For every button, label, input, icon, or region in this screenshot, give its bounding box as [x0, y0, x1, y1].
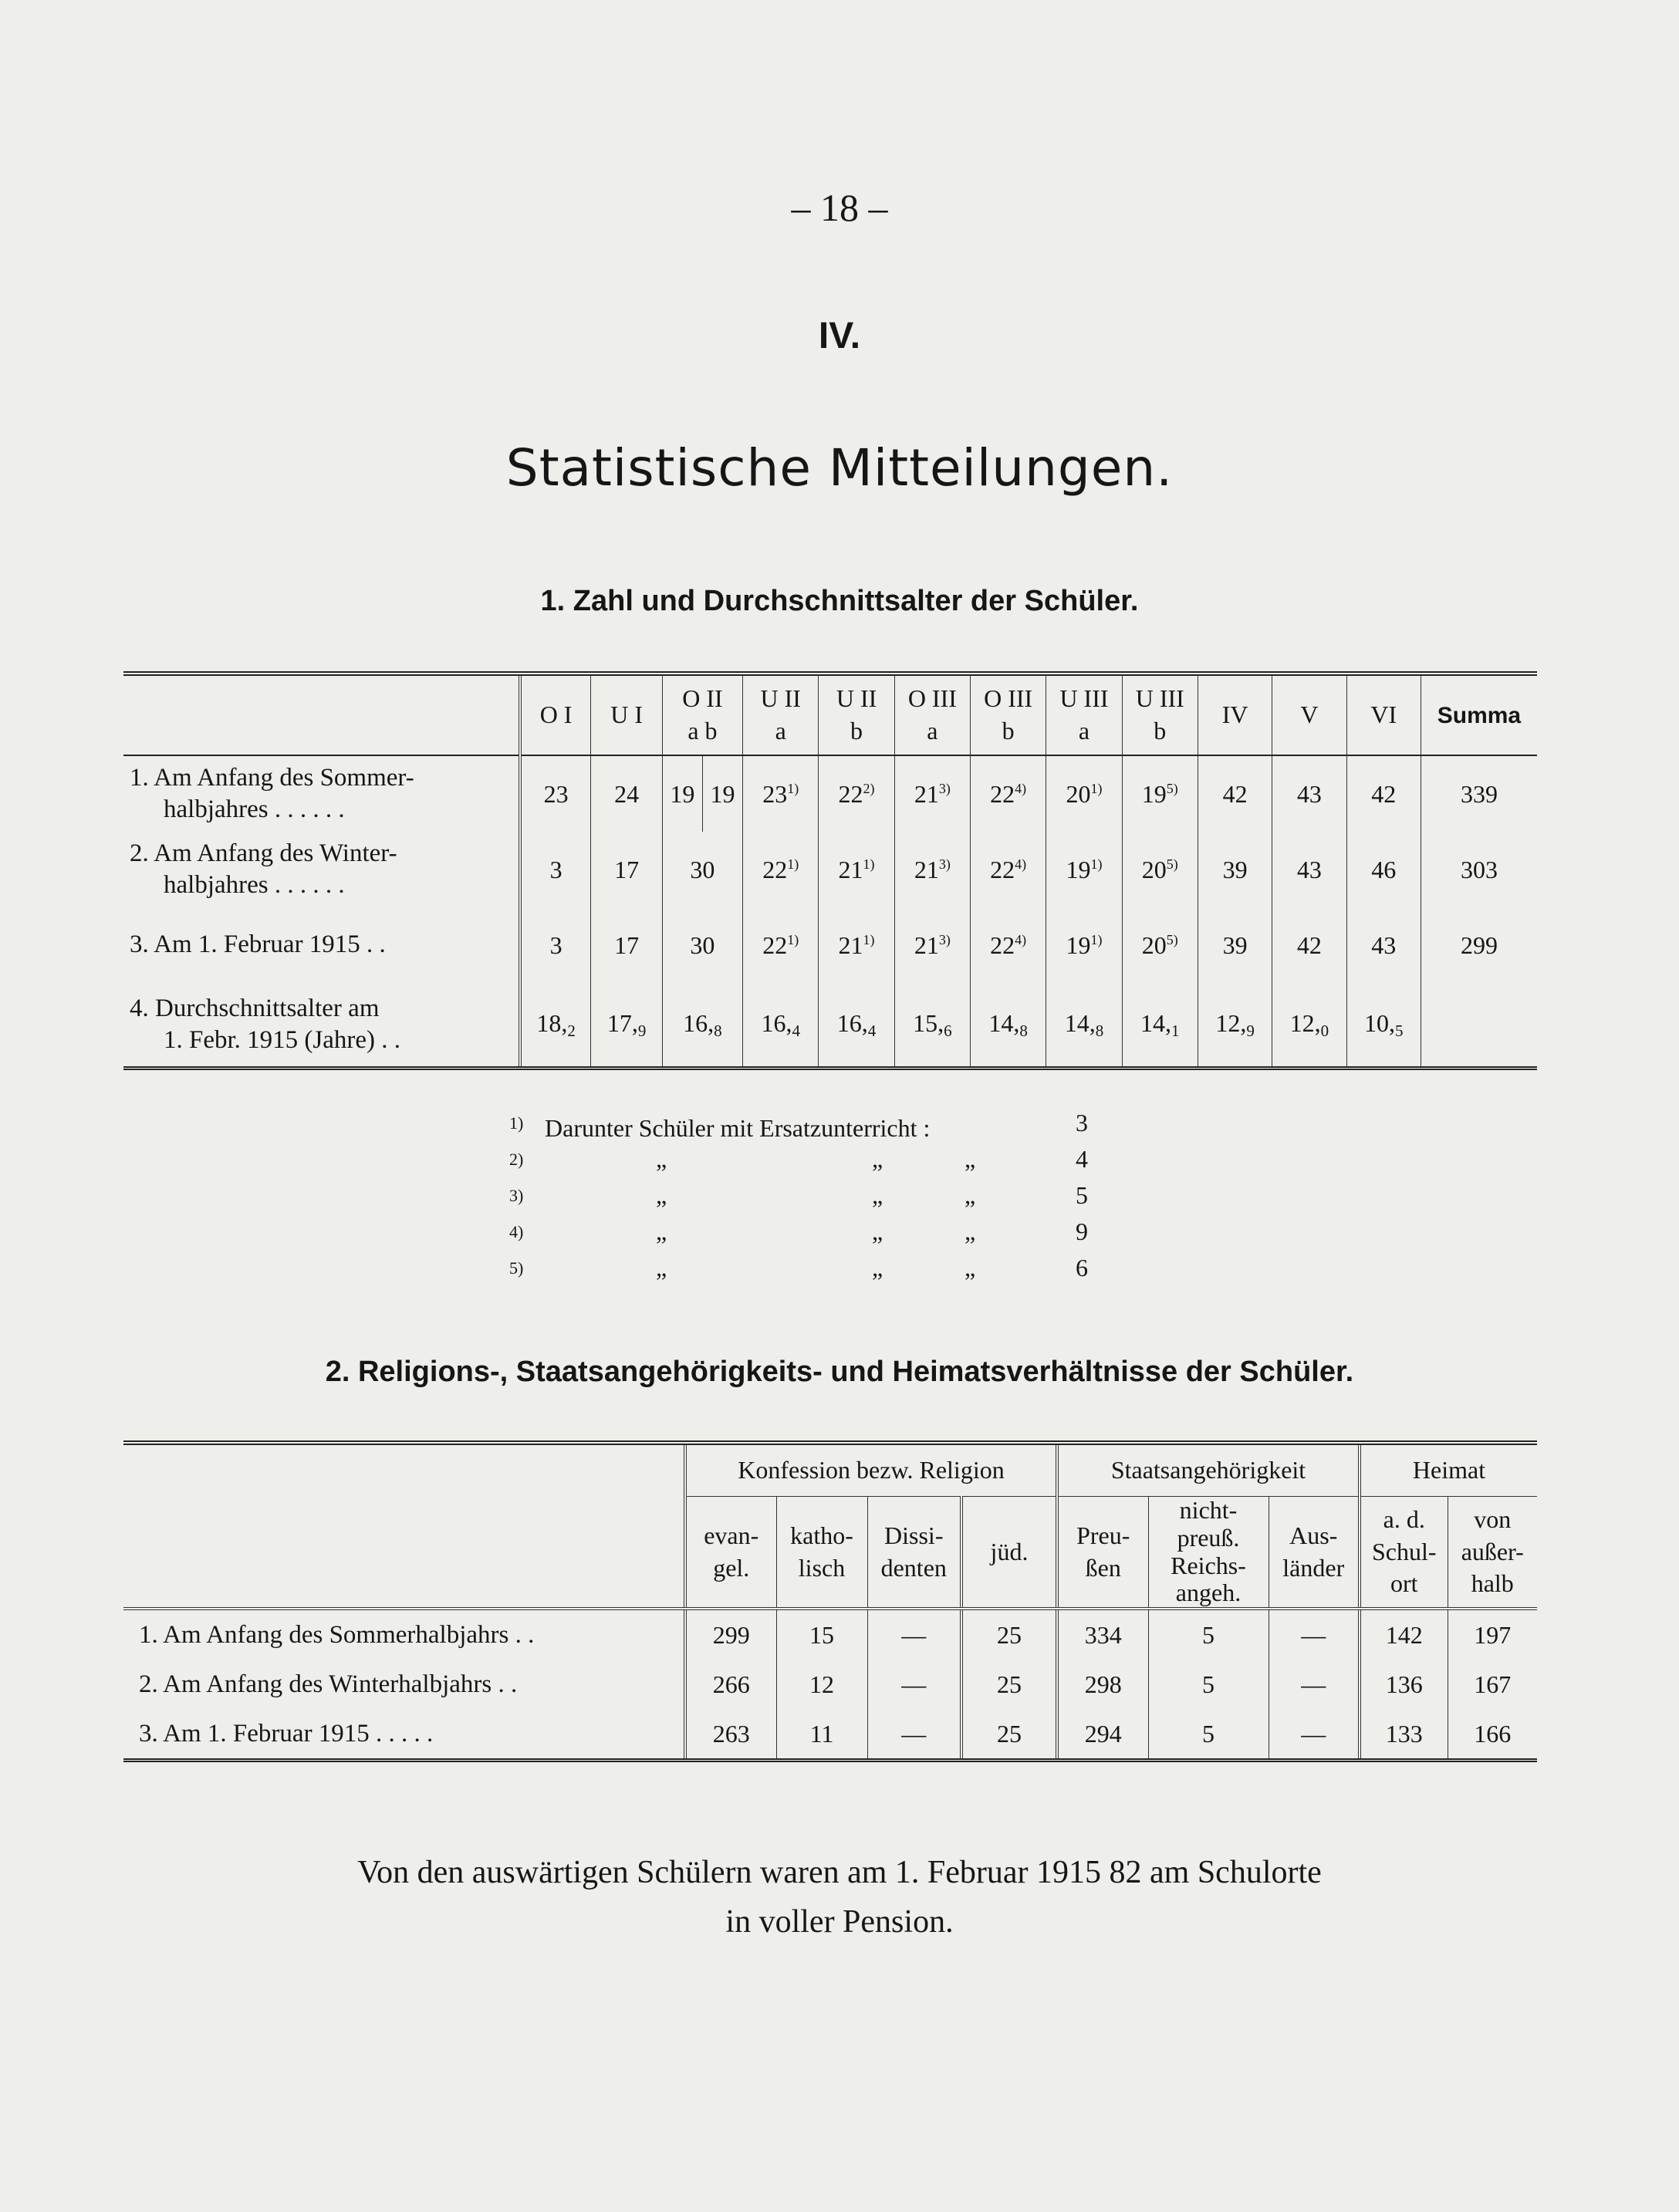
cell-evangel: 266 — [685, 1660, 776, 1709]
footnote: 5) „ „ „ 6 — [509, 1254, 1088, 1282]
cell-schulort: 133 — [1360, 1709, 1448, 1761]
cell-iv: 39 — [1198, 832, 1272, 907]
header-blank — [123, 1443, 685, 1609]
row-label: 4. Durchschnittsalter am 1. Febr. 1915 (Jahre) . . — [130, 994, 401, 1054]
header-v: V — [1272, 674, 1346, 755]
cell-ausserhalb: 166 — [1448, 1709, 1537, 1761]
header-ui: U I — [591, 674, 662, 755]
section2-heading: 2. Religions-, Staatsangehörigkeits- und Heimatsverhältnisse der Schüler. — [325, 1356, 1354, 1388]
closing-line-2: in voller Pension. — [725, 1904, 954, 1940]
header-jued: jüd. — [961, 1497, 1057, 1609]
closing-line-1: Von den auswärtigen Schülern waren am 1. Februar 1915 82 am Schulorte — [357, 1855, 1322, 1890]
section1-heading: 1. Zahl und Durchschnittsalter der Schüler. — [540, 585, 1139, 617]
cell-uiiib: 19$^{5)}$ — [1122, 755, 1198, 832]
page-title: Statistische Mitteilungen. — [505, 438, 1174, 498]
cell-uiiia: 19$^{1)}$ — [1046, 907, 1122, 983]
cell-summa: 299 — [1421, 907, 1537, 983]
table-row — [123, 983, 1537, 1069]
age-iv: $12,_9$ — [1198, 983, 1272, 1069]
cell-nichtpreuss: 5 — [1148, 1609, 1269, 1660]
table-row — [123, 1709, 1537, 1761]
header-katholisch: katho- lisch — [776, 1497, 867, 1609]
section-number: IV. — [818, 316, 861, 356]
cell-dissidenten: — — [867, 1609, 961, 1660]
cell-vi: 43 — [1346, 907, 1421, 983]
row-label: 3. Am 1. Februar 1915 . . . . . — [139, 1719, 434, 1748]
cell-uiia: 23$^{1)}$ — [743, 755, 819, 832]
header-nichtpreuss: nicht- preuß. Reichs- angeh. — [1148, 1497, 1269, 1609]
cell-v: 42 — [1272, 907, 1346, 983]
cell-iv: 39 — [1198, 907, 1272, 983]
closing-paragraph — [0, 1848, 1679, 1947]
cell-oi: 23 — [520, 755, 591, 832]
header-oiiia: O III a — [894, 674, 970, 755]
cell-summa: 339 — [1421, 755, 1537, 832]
header-dissidenten: Dissi- denten — [867, 1497, 961, 1609]
header-uiia: U II a — [743, 674, 819, 755]
cell-oiiib: 22$^{4)}$ — [971, 832, 1046, 907]
header-preussen: Preu- ßen — [1057, 1497, 1148, 1609]
cell-uiiib: 20$^{5)}$ — [1122, 832, 1198, 907]
table-row — [123, 907, 1537, 983]
table-header-row — [123, 674, 1537, 755]
cell-katholisch: 12 — [776, 1660, 867, 1709]
header-uiib: U II b — [819, 674, 894, 755]
header-staat: Staatsangehörigkeit — [1057, 1443, 1360, 1497]
cell-katholisch: 11 — [776, 1709, 867, 1761]
footnote: 1) Darunter Schüler mit Ersatzunterricht : 3 — [509, 1109, 1088, 1142]
cell-uiiib: 20$^{5)}$ — [1122, 907, 1198, 983]
cell-v: 43 — [1272, 755, 1346, 832]
page-number: – 18 – — [791, 186, 888, 229]
header-oi: O I — [520, 674, 591, 755]
age-uiia: $16,_4$ — [743, 983, 819, 1069]
age-v: $12,_0$ — [1272, 983, 1346, 1069]
cell-ui: 17 — [591, 907, 662, 983]
cell-oiiia: 21$^{3)}$ — [894, 907, 970, 983]
header-iv: IV — [1198, 674, 1272, 755]
footnote: 2) „ „ „ 4 — [509, 1145, 1088, 1173]
row-label: 2. Am Anfang des Winterhalbjahrs . . — [139, 1670, 518, 1698]
row-label: 1. Am Anfang des Sommerhalbjahrs . . — [139, 1620, 535, 1649]
religion-citizenship-table — [123, 1440, 1537, 1762]
footnote: 3) „ „ „ 5 — [509, 1181, 1088, 1209]
table-row — [123, 755, 1537, 832]
cell-jued: 25 — [961, 1660, 1057, 1709]
cell-katholisch: 15 — [776, 1609, 867, 1660]
cell-evangel: 299 — [685, 1609, 776, 1660]
cell-auslaender: — — [1269, 1609, 1360, 1660]
cell-ui: 17 — [591, 832, 662, 907]
cell-vi: 46 — [1346, 832, 1421, 907]
header-uiiib: U III b — [1122, 674, 1198, 755]
cell-nichtpreuss: 5 — [1148, 1709, 1269, 1761]
cell-uiib: 22$^{2)}$ — [819, 755, 894, 832]
cell-uiib: 21$^{1)}$ — [819, 907, 894, 983]
age-summa — [1421, 983, 1537, 1069]
cell-uiia: 22$^{1)}$ — [743, 907, 819, 983]
cell-dissidenten: — — [867, 1709, 961, 1761]
age-oi: $18,_2$ — [520, 983, 591, 1069]
header-auslaender: Aus- länder — [1269, 1497, 1360, 1609]
cell-oiia: 19 — [662, 755, 702, 832]
header-summa: Summa — [1421, 674, 1537, 755]
cell-uiiia: 19$^{1)}$ — [1046, 832, 1122, 907]
row-label: 1. Am Anfang des Sommer- halbjahres . . . . . . — [130, 763, 414, 823]
cell-v: 43 — [1272, 832, 1346, 907]
header-uiiia: U III a — [1046, 674, 1122, 755]
cell-dissidenten: — — [867, 1660, 961, 1709]
cell-evangel: 263 — [685, 1709, 776, 1761]
cell-preussen: 334 — [1057, 1609, 1148, 1660]
age-oiiib: $14,_8$ — [971, 983, 1046, 1069]
cell-iv: 42 — [1198, 755, 1272, 832]
table-row — [123, 1660, 1537, 1709]
cell-ui: 24 — [591, 755, 662, 832]
cell-ausserhalb: 167 — [1448, 1660, 1537, 1709]
table-row — [123, 1609, 1537, 1660]
header-evangel: evan- gel. — [685, 1497, 776, 1609]
cell-schulort: 142 — [1360, 1609, 1448, 1660]
age-ui: $17,_9$ — [591, 983, 662, 1069]
header-blank — [123, 674, 520, 755]
header-oiiib: O III b — [971, 674, 1046, 755]
cell-auslaender: — — [1269, 1709, 1360, 1761]
cell-oiib: 19 — [702, 755, 742, 832]
row-label: 3. Am 1. Februar 1915 . . — [130, 930, 386, 959]
row-label: 2. Am Anfang des Winter- halbjahres . . . . . . — [130, 839, 397, 899]
footnotes — [509, 1105, 1088, 1286]
cell-oiiib: 22$^{4)}$ — [971, 755, 1046, 832]
cell-preussen: 298 — [1057, 1660, 1148, 1709]
cell-nichtpreuss: 5 — [1148, 1660, 1269, 1709]
cell-ausserhalb: 197 — [1448, 1609, 1537, 1660]
header-heimat: Heimat — [1360, 1443, 1537, 1497]
age-uiiib: $14,_1$ — [1122, 983, 1198, 1069]
age-vi: $10,_5$ — [1346, 983, 1421, 1069]
cell-oi: 3 — [520, 907, 591, 983]
cell-uiia: 22$^{1)}$ — [743, 832, 819, 907]
cell-auslaender: — — [1269, 1660, 1360, 1709]
age-oii: $16,_8$ — [662, 983, 742, 1069]
cell-uiib: 21$^{1)}$ — [819, 832, 894, 907]
table-row — [123, 832, 1537, 907]
cell-vi: 42 — [1346, 755, 1421, 832]
cell-oii: 30 — [662, 907, 742, 983]
students-count-table — [123, 671, 1537, 1070]
cell-oi: 3 — [520, 832, 591, 907]
footnote: 4) „ „ „ 9 — [509, 1217, 1088, 1245]
cell-summa: 303 — [1421, 832, 1537, 907]
cell-uiiia: 20$^{1)}$ — [1046, 755, 1122, 832]
cell-preussen: 294 — [1057, 1709, 1148, 1761]
header-ausserhalb: von außer- halb — [1448, 1497, 1537, 1609]
cell-oiiia: 21$^{3)}$ — [894, 832, 970, 907]
age-uiib: $16,_4$ — [819, 983, 894, 1069]
age-uiiia: $14,_8$ — [1046, 983, 1122, 1069]
cell-oiiia: 21$^{3)}$ — [894, 755, 970, 832]
cell-jued: 25 — [961, 1709, 1057, 1761]
cell-jued: 25 — [961, 1609, 1057, 1660]
age-oiiia: $15,_6$ — [894, 983, 970, 1069]
cell-schulort: 136 — [1360, 1660, 1448, 1709]
cell-oii: 30 — [662, 832, 742, 907]
group-header-row — [123, 1443, 1537, 1497]
header-schulort: a. d. Schul- ort — [1360, 1497, 1448, 1609]
header-konfession: Konfession bezw. Religion — [685, 1443, 1057, 1497]
header-vi: VI — [1346, 674, 1421, 755]
cell-oiiib: 22$^{4)}$ — [971, 907, 1046, 983]
header-oii: O II a b — [662, 674, 742, 755]
